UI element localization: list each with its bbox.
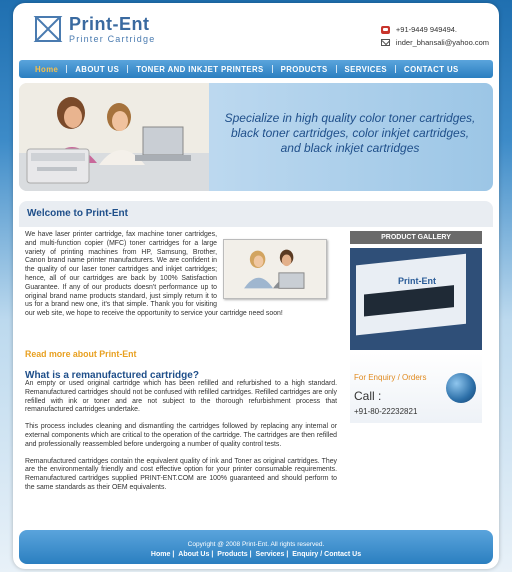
copyright-text: Copyright @ 2008 Print-Ent. All rights reserved. bbox=[187, 541, 325, 548]
nav-about-us[interactable]: ABOUT US bbox=[75, 64, 120, 74]
phone-icon bbox=[381, 26, 390, 34]
banner-line-1: Specialize in high quality color toner cartridges, bbox=[224, 111, 476, 125]
read-more-link[interactable]: Read more about Print-Ent bbox=[25, 349, 137, 359]
welcome-header bbox=[19, 201, 493, 227]
banner-line-2: black toner cartridges, color inkjet cartridges, bbox=[230, 126, 470, 140]
site-footer bbox=[19, 530, 493, 564]
welcome-text-block bbox=[25, 231, 333, 319]
banner-line-3: and black inkjet cartridges bbox=[280, 141, 420, 155]
nav-services[interactable]: SERVICES bbox=[344, 64, 388, 74]
nav-products[interactable]: PRODUCTS bbox=[280, 64, 328, 74]
footer-link-home[interactable]: Home bbox=[150, 551, 171, 558]
call-number: +91-80-22232821 bbox=[354, 407, 418, 416]
remanufactured-paragraph: An empty or used original cartridge which has been refilled and refurbished to a high standard. Remanufactured cartridges should not be confused with refilled cartridges. Refilled cartridges are only refilled with ink or toner and are not subject to the thorough refurbishment process that remanufactured cartridges undertake. bbox=[25, 380, 337, 414]
hero-banner bbox=[19, 83, 493, 191]
welcome-title: Welcome to Print-Ent bbox=[27, 208, 128, 219]
remanufactured-text bbox=[25, 380, 337, 501]
welcome-body: We have laser printer cartridge, fax machine toner cartridges, and multi-function copier (MFC) toner cartridges for a large variety of printing machines from HP, Samsung, Brother, Canon brand name printer manufacturers. We are confident in the quality of our laser toner cartridges and inkjet cartridges; hence, all of our cartridges are back by 100% Satisfaction Guarantee. If any of our products doesn't performance up to original brand name products standard, just simply return it to us for a brand new one, it's that simple. Thank you for visiting our web site, we hope to receive the opportunity to service your cartridge need soon! bbox=[25, 231, 283, 318]
gallery-box-label: Print-Ent bbox=[398, 276, 436, 286]
header-contact bbox=[381, 23, 489, 49]
main-nav bbox=[19, 60, 493, 78]
call-label: Call : bbox=[354, 389, 382, 403]
footer-links: Home | About Us | Products | Services | Enquiry / Contact Us bbox=[150, 551, 362, 558]
remanufactured-paragraph: This process includes cleaning and dismantling the cartridges followed by replacing any internal or external components which are critical to the operation of the cartridge. The cartridges are then refilled and professionally reassembled before undergoing a number of quality control tests. bbox=[25, 423, 337, 448]
footer-link-products[interactable]: Products bbox=[217, 551, 248, 558]
remanufactured-paragraph: Remanufactured cartridges contain the equivalent quality of ink and Toner as original cartridges. They are the environmentally friendly and cost effective option for your printer consumable requirements. Remanufactured cartridges supplied PRINT-ENT.COM are 100% guaranteed and should perform to the same standards as their OEM equivalents. bbox=[25, 457, 337, 491]
nav-home[interactable]: Home bbox=[35, 64, 59, 74]
header-phone: +91-9449 949494. bbox=[395, 25, 458, 34]
logo-icon bbox=[33, 13, 63, 45]
page-container bbox=[13, 3, 499, 569]
main-content bbox=[19, 227, 493, 527]
gallery-title: PRODUCT GALLERY bbox=[350, 231, 482, 244]
logo-title: Print-Ent bbox=[69, 14, 150, 34]
nav-contact-us[interactable]: CONTACT US bbox=[404, 64, 459, 74]
globe-icon bbox=[446, 373, 476, 403]
remanufactured-title: What is a remanufactured cartridge? bbox=[25, 370, 199, 381]
footer-link-services[interactable]: Services bbox=[255, 551, 285, 558]
header-email[interactable]: inder_bhansali@yahoo.com bbox=[395, 38, 489, 47]
banner-photo bbox=[19, 83, 209, 191]
enquiry-title: For Enquiry / Orders bbox=[354, 373, 427, 382]
product-gallery bbox=[350, 231, 482, 350]
inset-photo-wrapper bbox=[223, 239, 333, 305]
banner-tagline bbox=[209, 111, 491, 156]
footer-link-about-us[interactable]: About Us bbox=[178, 551, 210, 558]
site-logo[interactable] bbox=[33, 13, 155, 45]
inset-photo bbox=[223, 239, 327, 299]
gallery-image[interactable] bbox=[350, 248, 482, 350]
footer-link-enquiry-contact[interactable]: Enquiry / Contact Us bbox=[292, 551, 362, 558]
cartridge-box-image bbox=[350, 248, 482, 350]
nav-toner-inkjet[interactable]: TONER AND INKJET PRINTERS bbox=[136, 64, 264, 74]
enquiry-box bbox=[350, 353, 482, 423]
logo-subtitle: Printer Cartridge bbox=[69, 34, 156, 44]
mail-icon bbox=[381, 39, 390, 46]
